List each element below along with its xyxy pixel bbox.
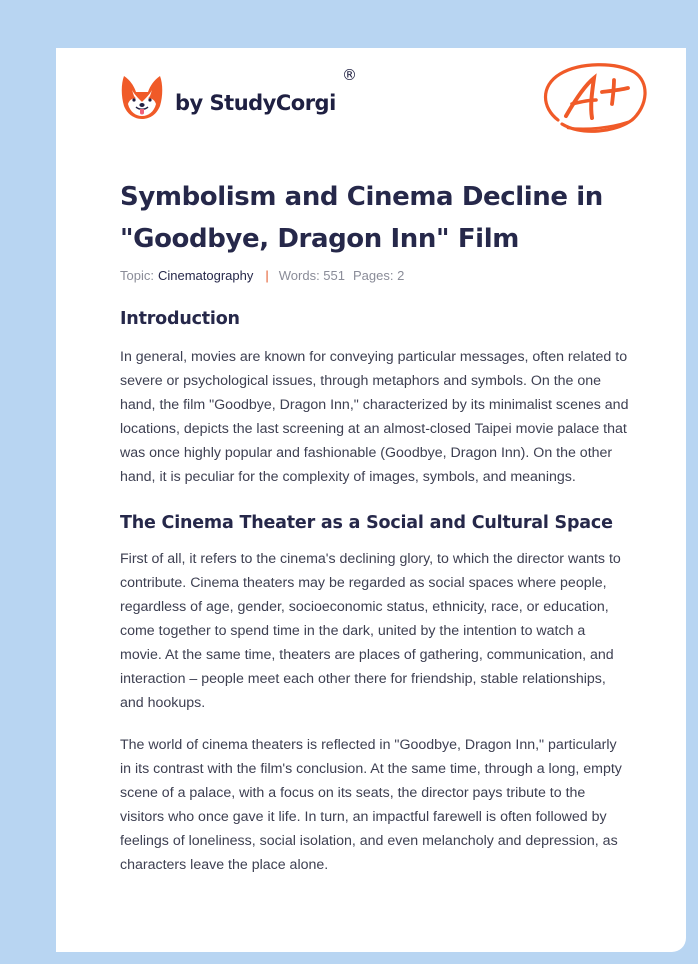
section-heading-cinema-theater: The Cinema Theater as a Social and Cultural Space [120, 513, 613, 533]
meta-separator: | [265, 268, 269, 283]
brand-name: by StudyCorgi [175, 91, 336, 115]
document-card [56, 48, 686, 952]
paragraph: The world of cinema theaters is reflected in "Goodbye, Dragon Inn," particularly in its contrast with the film's conclusion. At the same time, through a long, empty scene of a palace, with a focus on its seats, the director pays tribute to the visitors who once gave it life. In turn, an impactful farewell is often followed by feelings of loneliness, social isolation, and even melancholy and depression, as characters leave the place alone. [120, 737, 622, 873]
topic-link[interactable]: Cinematography [157, 268, 254, 283]
article [120, 176, 630, 877]
paragraph: In general, movies are known for conveying particular messages, often related to severe or psychological issues, through metaphors and symbols. On the one hand, the film "Goodbye, Dragon Inn," characterized by its minimalist scenes and locations, depicts the last screening at an almost-closed Taipei movie palace that was once highly popular and fashionable (Goodbye, Dragon Inn). On the other hand, it is peculiar for the complexity of images, symbols, and meanings. [120, 349, 629, 485]
topic-label: Topic: [120, 268, 154, 283]
registered-mark: ® [342, 66, 357, 84]
word-count: Words: 551 [278, 268, 345, 283]
article-meta [120, 268, 630, 283]
section-heading-introduction: Introduction [120, 309, 240, 329]
page-count: Pages: 2 [353, 268, 405, 283]
paragraph: First of all, it refers to the cinema's declining glory, to which the director wants to contribute. Cinema theaters may be regarded as social spaces where people, regardless of age, gender, socioeconomic status, ethnicity, race, or education, come together to spend time in the dark, united by the intention to watch a movie. At the same time, theaters are places of gathering, communication, and interaction – people meet each other there for friendship, stable relationships, and hookups. [120, 551, 621, 711]
studycorgi-logo[interactable] [120, 74, 336, 120]
corgi-logo-icon [120, 74, 164, 120]
a-plus-grade-icon [538, 58, 650, 140]
page-title: Symbolism and Cinema Decline in "Goodbye, Dragon Inn" Film [120, 182, 603, 254]
